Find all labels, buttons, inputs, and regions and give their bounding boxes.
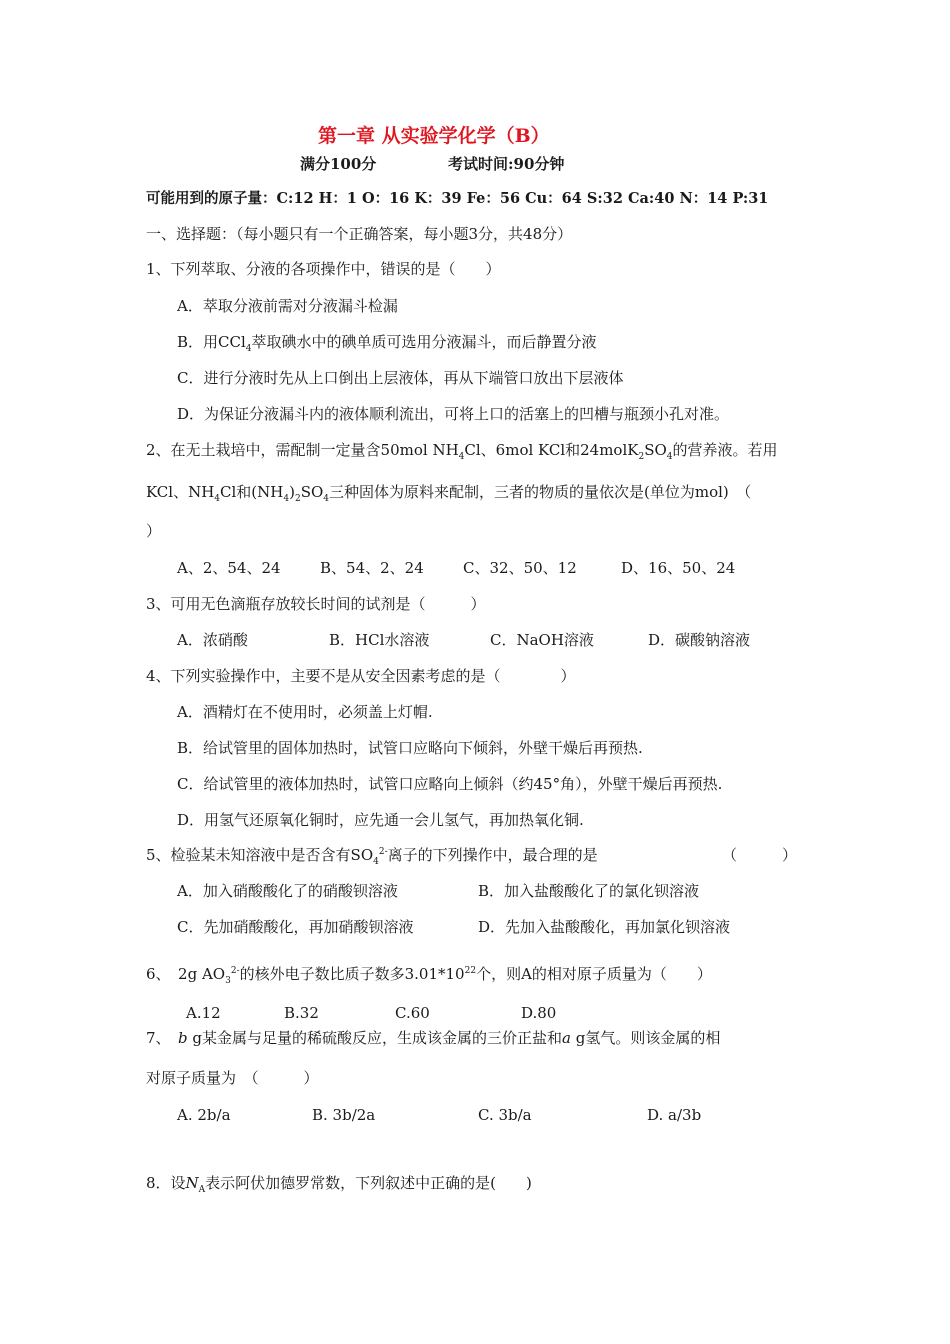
q7-stem-line1: 7、 b g某金属与足量的稀硫酸反应，生成该金属的三价正盐和a g氢气。则该金属的相 (146, 1029, 721, 1047)
q7-option-c: C. 3b/a (478, 1106, 532, 1124)
q4-option-b: B．给试管里的固体加热时，试管口应略向下倾斜，外壁干燥后再预热. (177, 739, 643, 757)
q1-option-c: C．进行分液时先从上口倒出上层液体，再从下端管口放出下层液体 (177, 369, 624, 387)
q1-stem: 1、下列萃取、分液的各项操作中，错误的是（ ） (146, 260, 501, 278)
q2-stem-line2: KCl、$NH_4Cl$和$(NH_4)_2SO_4$三种固体为原料来配制，三者的物质的量依次是(单位为mol) （ (146, 483, 752, 504)
q7-option-a: A. 2b/a (177, 1106, 231, 1124)
q1-option-b: B．用CCl$_4$萃取碘水中的碘单质可选用分液漏斗，而后静置分液 (177, 333, 597, 354)
q2-option-c: C、32、50、12 (463, 559, 577, 577)
q5-option-a: A．加入硝酸酸化了的硝酸钡溶液 (177, 882, 398, 900)
full-marks: 满分100分 (300, 155, 377, 173)
q4-option-d: D．用氢气还原氧化铜时，应先通一会儿氢气，再加热氧化铜. (177, 811, 584, 829)
q1-option-d: D．为保证分液漏斗内的液体顺利流出，可将上口的活塞上的凹槽与瓶颈小孔对准。 (177, 405, 730, 423)
q5-option-d: D．先加入盐酸酸化，再加氯化钡溶液 (478, 918, 731, 936)
q7-stem-line2: 对原子质量为 （ ） (146, 1069, 319, 1087)
q4-option-c: C．给试管里的液体加热时，试管口应略向上倾斜（约45°角），外壁干燥后再预热. (177, 775, 723, 793)
q2-stem-line1: 2、在无土栽培中，需配制一定量含50mol $NH_4Cl$、6mol KCl和$24molK_2SO_4$的营养液。若用 (146, 441, 778, 462)
q5-option-c: C．先加硝酸酸化，再加硝酸钡溶液 (177, 918, 414, 936)
q2-option-a: A、2、54、24 (177, 559, 281, 577)
q6-option-a: A.12 (186, 1004, 221, 1022)
q5-stem: 5、检验某未知溶液中是否含有$SO_4^{2-}$离子的下列操作中，最合理的是 (146, 846, 598, 867)
q6-option-d: D.80 (521, 1004, 557, 1022)
q3-stem: 3、可用无色滴瓶存放较长时间的试剂是（ ） (146, 595, 486, 613)
exam-time: 考试时间:90分钟 (448, 155, 565, 173)
q6-stem: 6、 2g $AO_3^{2-}$的核外电子数比质子数多$3.01*10^{22}$个，则A的相对原子质量为（ ） (146, 965, 712, 986)
q4-stem: 4、下列实验操作中，主要不是从安全因素考虑的是（ ） (146, 667, 576, 685)
q6-option-b: B.32 (284, 1004, 319, 1022)
q5-answer-blank: （ ） (722, 846, 798, 864)
section-heading: 一、选择题：（每小题只有一个正确答案，每小题3分，共48分） (146, 225, 573, 243)
q3-option-d: D．碳酸钠溶液 (648, 631, 751, 649)
q2-option-d: D、16、50、24 (621, 559, 736, 577)
q3-option-c: C．NaOH溶液 (490, 631, 594, 649)
q3-option-a: A．浓硝酸 (177, 631, 248, 649)
q6-option-c: C.60 (395, 1004, 430, 1022)
atomic-masses: 可能用到的原子量：C:12 H：1 O：16 K：39 Fe：56 Cu：64 S:32 Ca:40 N：14 P:31 (146, 190, 769, 207)
q2-stem-line3: ） (146, 522, 162, 540)
q7-option-d: D. a/3b (647, 1106, 702, 1124)
q2-option-b: B、54、2、24 (320, 559, 424, 577)
q3-option-b: B．HCl水溶液 (329, 631, 430, 649)
q5-option-b: B．加入盐酸酸化了的氯化钡溶液 (478, 882, 700, 900)
q8-stem: 8．设$N_A$表示阿伏加德罗常数，下列叙述中正确的是( ) (146, 1174, 532, 1195)
q7-option-b: B. 3b/2a (312, 1106, 376, 1124)
q1-option-a: A．萃取分液前需对分液漏斗检漏 (177, 297, 398, 315)
q4-option-a: A．酒精灯在不使用时，必须盖上灯帽. (177, 703, 433, 721)
page-title: 第一章 从实验学化学（B） (318, 125, 550, 147)
